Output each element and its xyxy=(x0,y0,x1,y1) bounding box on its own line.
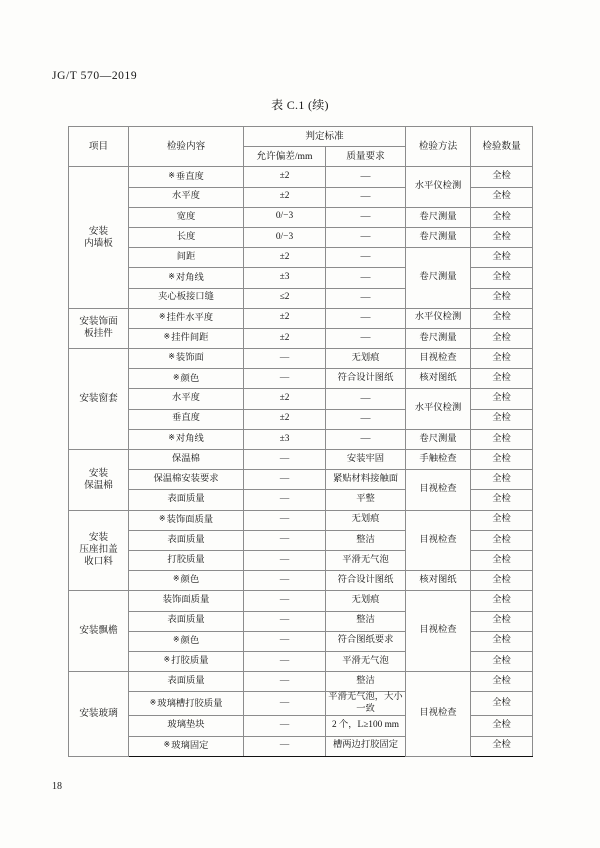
inspection-content-cell: ※对角线 xyxy=(129,429,244,449)
quality-requirement-cell: — xyxy=(326,288,406,308)
col-header-item: 项目 xyxy=(69,127,129,167)
inspection-method-cell: 目视检查 xyxy=(406,510,471,571)
inspection-quantity-cell: 全检 xyxy=(471,450,533,470)
asterisk-marker-icon: ※ xyxy=(168,433,175,443)
spec-table-container xyxy=(68,126,532,757)
inspection-content-cell: ※挂件间距 xyxy=(129,328,244,348)
inspection-quantity-cell: 全检 xyxy=(471,672,533,692)
inspection-content-cell: 夹心板接口缝 xyxy=(129,288,244,308)
tolerance-cell: — xyxy=(244,736,326,756)
inspection-method-cell: 卷尺测量 xyxy=(406,227,471,247)
inspection-quantity-cell: 全检 xyxy=(471,611,533,631)
inspection-quantity-cell: 全检 xyxy=(471,328,533,348)
table-row xyxy=(69,571,533,591)
quality-requirement-cell: 符合设计图纸 xyxy=(326,369,406,389)
inspection-spec-table xyxy=(68,126,533,757)
table-row xyxy=(69,248,533,268)
inspection-content-cell: ※挂件水平度 xyxy=(129,308,244,328)
table-caption: 表 C.1 (续) xyxy=(271,98,329,112)
quality-requirement-cell: — xyxy=(326,389,406,409)
tolerance-cell: — xyxy=(244,651,326,671)
tolerance-cell: 0/−3 xyxy=(244,227,326,247)
quality-requirement-cell: 紧贴材料接触面 xyxy=(326,470,406,490)
inspection-quantity-cell: 全检 xyxy=(471,736,533,756)
inspection-content-cell: ※装饰面质量 xyxy=(129,510,244,530)
inspection-quantity-cell: 全检 xyxy=(471,288,533,308)
inspection-quantity-cell: 全检 xyxy=(471,571,533,591)
inspection-quantity-cell: 全检 xyxy=(471,187,533,207)
col-header-tolerance: 允许偏差/mm xyxy=(244,147,326,167)
inspection-content-cell: ※玻璃固定 xyxy=(129,736,244,756)
group-item-label: 安装窗套 xyxy=(69,349,129,450)
quality-requirement-cell: 整洁 xyxy=(326,672,406,692)
asterisk-marker-icon: ※ xyxy=(168,271,175,281)
inspection-method-cell: 卷尺测量 xyxy=(406,328,471,348)
inspection-quantity-cell: 全检 xyxy=(471,227,533,247)
inspection-content-cell: ※玻璃槽打胶质量 xyxy=(129,692,244,716)
tolerance-cell: — xyxy=(244,349,326,369)
group-item-label: 安装 保温棉 xyxy=(69,450,129,511)
inspection-content-cell: 玻璃垫块 xyxy=(129,716,244,736)
table-row xyxy=(69,167,533,187)
group-item-label: 安装玻璃 xyxy=(69,672,129,757)
inspection-content-cell: 表面质量 xyxy=(129,611,244,631)
asterisk-marker-icon: ※ xyxy=(172,634,180,644)
inspection-content-cell: 装饰面质量 xyxy=(129,591,244,611)
table-row xyxy=(69,591,533,611)
inspection-method-cell: 目视检查 xyxy=(406,591,471,672)
inspection-quantity-cell: 全检 xyxy=(471,429,533,449)
inspection-method-cell: 核对图纸 xyxy=(406,571,471,591)
tolerance-cell: ±2 xyxy=(244,328,326,348)
inspection-quantity-cell: 全检 xyxy=(471,308,533,328)
quality-requirement-cell: 符合图纸要求 xyxy=(326,631,406,651)
tolerance-cell: ±2 xyxy=(244,187,326,207)
tolerance-cell: ±2 xyxy=(244,308,326,328)
tolerance-cell: — xyxy=(244,450,326,470)
asterisk-marker-icon: ※ xyxy=(168,170,175,180)
tolerance-cell: — xyxy=(244,631,326,651)
quality-requirement-cell: 符合设计图纸 xyxy=(326,571,406,591)
quality-requirement-cell: 无划痕 xyxy=(326,349,406,369)
inspection-method-cell: 卷尺测量 xyxy=(406,429,471,449)
quality-requirement-cell: 平滑无气泡 xyxy=(326,550,406,570)
inspection-content-cell: ※颜色 xyxy=(129,369,244,389)
inspection-quantity-cell: 全检 xyxy=(471,651,533,671)
table-row xyxy=(69,207,533,227)
inspection-content-cell: ※颜色 xyxy=(129,631,244,651)
inspection-content-cell: ※颜色 xyxy=(129,571,244,591)
group-item-label: 安装饰面 板挂件 xyxy=(69,308,129,348)
inspection-method-cell: 卷尺测量 xyxy=(406,207,471,227)
quality-requirement-cell: 整洁 xyxy=(326,611,406,631)
inspection-method-cell: 目视检查 xyxy=(406,470,471,510)
inspection-content-cell: 保温棉安装要求 xyxy=(129,470,244,490)
tolerance-cell: ±2 xyxy=(244,167,326,187)
tolerance-cell: ±2 xyxy=(244,248,326,268)
inspection-method-cell: 水平仪检测 xyxy=(406,308,471,328)
quality-requirement-cell: — xyxy=(326,409,406,429)
inspection-quantity-cell: 全检 xyxy=(471,268,533,288)
inspection-content-cell: 宽度 xyxy=(129,207,244,227)
quality-requirement-cell: — xyxy=(326,328,406,348)
group-item-label: 安装 压座扣盖 收口料 xyxy=(69,510,129,591)
table-row xyxy=(69,369,533,389)
inspection-quantity-cell: 全检 xyxy=(471,550,533,570)
quality-requirement-cell: 平滑无气泡，大小一致 xyxy=(326,692,406,716)
tolerance-cell: — xyxy=(244,692,326,716)
quality-requirement-cell: 平整 xyxy=(326,490,406,510)
group-item-label: 安装 内墙板 xyxy=(69,167,129,308)
inspection-method-cell: 目视检查 xyxy=(406,349,471,369)
quality-requirement-cell: — xyxy=(326,207,406,227)
tolerance-cell: ≤2 xyxy=(244,288,326,308)
inspection-quantity-cell: 全检 xyxy=(471,510,533,530)
inspection-quantity-cell: 全检 xyxy=(471,248,533,268)
tolerance-cell: — xyxy=(244,672,326,692)
inspection-quantity-cell: 全检 xyxy=(471,389,533,409)
inspection-quantity-cell: 全检 xyxy=(471,530,533,550)
tolerance-cell: ±3 xyxy=(244,429,326,449)
quality-requirement-cell: 槽两边打胶固定 xyxy=(326,736,406,756)
quality-requirement-cell: 整洁 xyxy=(326,530,406,550)
inspection-content-cell: ※打胶质量 xyxy=(129,651,244,671)
tolerance-cell: — xyxy=(244,591,326,611)
quality-requirement-cell: — xyxy=(326,167,406,187)
table-row xyxy=(69,227,533,247)
inspection-method-cell: 核对图纸 xyxy=(406,369,471,389)
inspection-method-cell: 水平仪检测 xyxy=(406,167,471,207)
col-header-quality: 质量要求 xyxy=(326,147,406,167)
table-row xyxy=(69,450,533,470)
inspection-content-cell: ※垂直度 xyxy=(129,167,244,187)
inspection-quantity-cell: 全检 xyxy=(471,349,533,369)
quality-requirement-cell: 无划痕 xyxy=(326,510,406,530)
table-row xyxy=(69,389,533,409)
inspection-content-cell: 垂直度 xyxy=(129,409,244,429)
asterisk-marker-icon: ※ xyxy=(158,311,166,321)
quality-requirement-cell: — xyxy=(326,248,406,268)
tolerance-cell: — xyxy=(244,611,326,631)
quality-requirement-cell: — xyxy=(326,227,406,247)
inspection-content-cell: 打胶质量 xyxy=(129,550,244,570)
asterisk-marker-icon: ※ xyxy=(163,332,171,342)
col-header-method: 检验方法 xyxy=(406,127,471,167)
inspection-content-cell: 水平度 xyxy=(129,187,244,207)
asterisk-marker-icon: ※ xyxy=(168,352,175,362)
group-item-label: 安装飘檐 xyxy=(69,591,129,672)
asterisk-marker-icon: ※ xyxy=(163,655,171,665)
inspection-quantity-cell: 全检 xyxy=(471,409,533,429)
inspection-quantity-cell: 全检 xyxy=(471,207,533,227)
tolerance-cell: — xyxy=(244,571,326,591)
quality-requirement-cell: 2 个，L≥100 mm xyxy=(326,716,406,736)
standard-number: JG/T 570—2019 xyxy=(52,70,138,82)
col-header-quantity: 检验数量 xyxy=(471,127,533,167)
table-body xyxy=(69,167,533,756)
inspection-content-cell: 水平度 xyxy=(129,389,244,409)
tolerance-cell: ±2 xyxy=(244,389,326,409)
tolerance-cell: — xyxy=(244,470,326,490)
quality-requirement-cell: — xyxy=(326,429,406,449)
tolerance-cell: — xyxy=(244,530,326,550)
table-row xyxy=(69,672,533,692)
tolerance-cell: — xyxy=(244,510,326,530)
table-row xyxy=(69,308,533,328)
inspection-content-cell: 表面质量 xyxy=(129,672,244,692)
quality-requirement-cell: — xyxy=(326,308,406,328)
quality-requirement-cell: 安装牢固 xyxy=(326,450,406,470)
quality-requirement-cell: — xyxy=(326,187,406,207)
tolerance-cell: ±3 xyxy=(244,268,326,288)
inspection-content-cell: 间距 xyxy=(129,248,244,268)
inspection-method-cell: 卷尺测量 xyxy=(406,248,471,309)
inspection-content-cell: 表面质量 xyxy=(129,530,244,550)
inspection-method-cell: 目视检查 xyxy=(406,672,471,757)
asterisk-marker-icon: ※ xyxy=(172,372,180,382)
tolerance-cell: — xyxy=(244,550,326,570)
asterisk-marker-icon: ※ xyxy=(163,739,171,749)
table-row xyxy=(69,429,533,449)
table-header xyxy=(69,127,533,167)
inspection-method-cell: 手触检查 xyxy=(406,450,471,470)
inspection-quantity-cell: 全检 xyxy=(471,591,533,611)
inspection-content-cell: ※对角线 xyxy=(129,268,244,288)
inspection-quantity-cell: 全检 xyxy=(471,631,533,651)
inspection-quantity-cell: 全检 xyxy=(471,167,533,187)
table-row xyxy=(69,510,533,530)
inspection-content-cell: 表面质量 xyxy=(129,490,244,510)
col-header-content: 检验内容 xyxy=(129,127,244,167)
col-header-criteria-group: 判定标准 xyxy=(244,127,406,147)
inspection-quantity-cell: 全检 xyxy=(471,692,533,716)
inspection-quantity-cell: 全检 xyxy=(471,490,533,510)
inspection-quantity-cell: 全检 xyxy=(471,369,533,389)
quality-requirement-cell: 无划痕 xyxy=(326,591,406,611)
tolerance-cell: ±2 xyxy=(244,409,326,429)
page-number: 18 xyxy=(52,781,62,792)
header-row-top xyxy=(69,127,533,147)
asterisk-marker-icon: ※ xyxy=(172,574,180,584)
tolerance-cell: — xyxy=(244,716,326,736)
table-row xyxy=(69,349,533,369)
table-row xyxy=(69,470,533,490)
asterisk-marker-icon: ※ xyxy=(158,513,166,523)
table-row xyxy=(69,328,533,348)
quality-requirement-cell: — xyxy=(326,268,406,288)
inspection-quantity-cell: 全检 xyxy=(471,716,533,736)
inspection-content-cell: 保温棉 xyxy=(129,450,244,470)
tolerance-cell: — xyxy=(244,369,326,389)
quality-requirement-cell: 平滑无气泡 xyxy=(326,651,406,671)
tolerance-cell: 0/−3 xyxy=(244,207,326,227)
inspection-content-cell: 长度 xyxy=(129,227,244,247)
asterisk-marker-icon: ※ xyxy=(149,697,157,707)
inspection-content-cell: ※装饰面 xyxy=(129,349,244,369)
inspection-method-cell: 水平仪检测 xyxy=(406,389,471,429)
tolerance-cell: — xyxy=(244,490,326,510)
inspection-quantity-cell: 全检 xyxy=(471,470,533,490)
